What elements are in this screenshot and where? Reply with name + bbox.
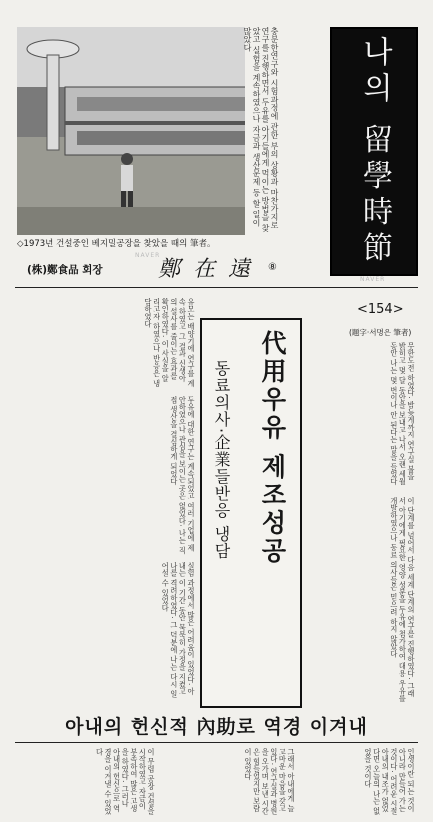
body-column-bottom-right: 인생이란 되는 것이 아니라 만들어 가는 것이다. 어려운 시절 아내의 내조가 없었다면 오늘의 나는 없었을 것이다	[364, 748, 416, 815]
body-column-right-mid: 이 단계를 넘어서 다음 세계 단계의 연구를 진행하였다. 그래서 아기에게 필요한 영양 성분을 두유에 첨가하여 대용 우유를 개발하였으나 동료 의사들은 믿으려 하지 않았다	[389, 497, 416, 702]
photo-side-text: 충분한연구와 시험과정에 관한 부의 상황과 마찬가지로 연구를 진행하면서 두유를 아기들에게 먹이는 방법을 찾았고 실험을 계속하였으나 자금과 생산문제 등 할 일이 많았다	[245, 27, 279, 235]
series-title-box	[330, 27, 418, 276]
factory-photo	[17, 27, 279, 235]
divider	[15, 287, 418, 288]
headline-box	[200, 318, 302, 708]
body-column-left-top: 유모는 배양기에 연구를 계속 하였고 그 결과 신생아의 설사를 줄이는 효과를 확인하였다. 이 사실을 알리고자 하였으나 반응은 냉담하였다	[144, 298, 196, 387]
series-number: <154>	[357, 302, 404, 317]
body-column-bottom-mid: 그래서 아내에게 늘 고마운 마음을 갖고 있다. 연구실과 병원을 오가며 보낸 시간은 힘들었지만 보람이 있었다	[244, 748, 296, 815]
body-column-bottom-left: 이 무렵 공장 건설을 시작하였고 자금이 부족하여 많은 고생을 하였다. 그러나 아내의 헌신으로 역경을 이겨낼 수 있었다	[95, 748, 156, 815]
title-credit: (題字·서명은 筆者)	[349, 328, 412, 337]
headline-sub: 동료의사·企業들반응 냉담	[212, 360, 231, 560]
author-signature: 鄭 在 遠	[158, 257, 253, 282]
photo-caption: ◇1973년 건설중인 베지밀공장을 찾았을 때의 筆者。	[17, 239, 216, 249]
series-title: 나의 留學時節	[357, 35, 392, 268]
headline-main: 代用우유 제조성공	[258, 330, 287, 566]
divider	[15, 742, 418, 743]
body-column-left-mid: 두유에 대한 연구는 계속되었고 여러 기업에 제안하였으나 관심을 보이는 곳은 없었다. 나는 직접 생산을 결심하게 되었다	[169, 396, 196, 554]
body-column-right-top: 무한도전 하였다. 밤늦게까지 연구실 불을 밝히고 몇 달 동안을 보내고 나서 오랜 세월 동안 나는 몇 번이나 안 된다는 말을 들었다	[389, 342, 416, 486]
watermark: NAVER	[135, 252, 161, 259]
section-banner: 아내의 헌신적 內助로 역경 이겨내	[65, 716, 368, 738]
author-company: (株)鄭食品 회장	[27, 264, 103, 276]
factory-photo-illustration	[17, 27, 279, 235]
body-column-far-left: 실험 과정에서 많은 어려움이 있었다. 아내는 이 기간 동안 묵묵히 가정을 지켰고 나를 격려하였다. 그 덕분에 나는 다시 일어설 수 있었다	[161, 562, 196, 698]
installment-number: ⑧	[268, 262, 277, 273]
watermark: NAVER	[360, 276, 386, 283]
